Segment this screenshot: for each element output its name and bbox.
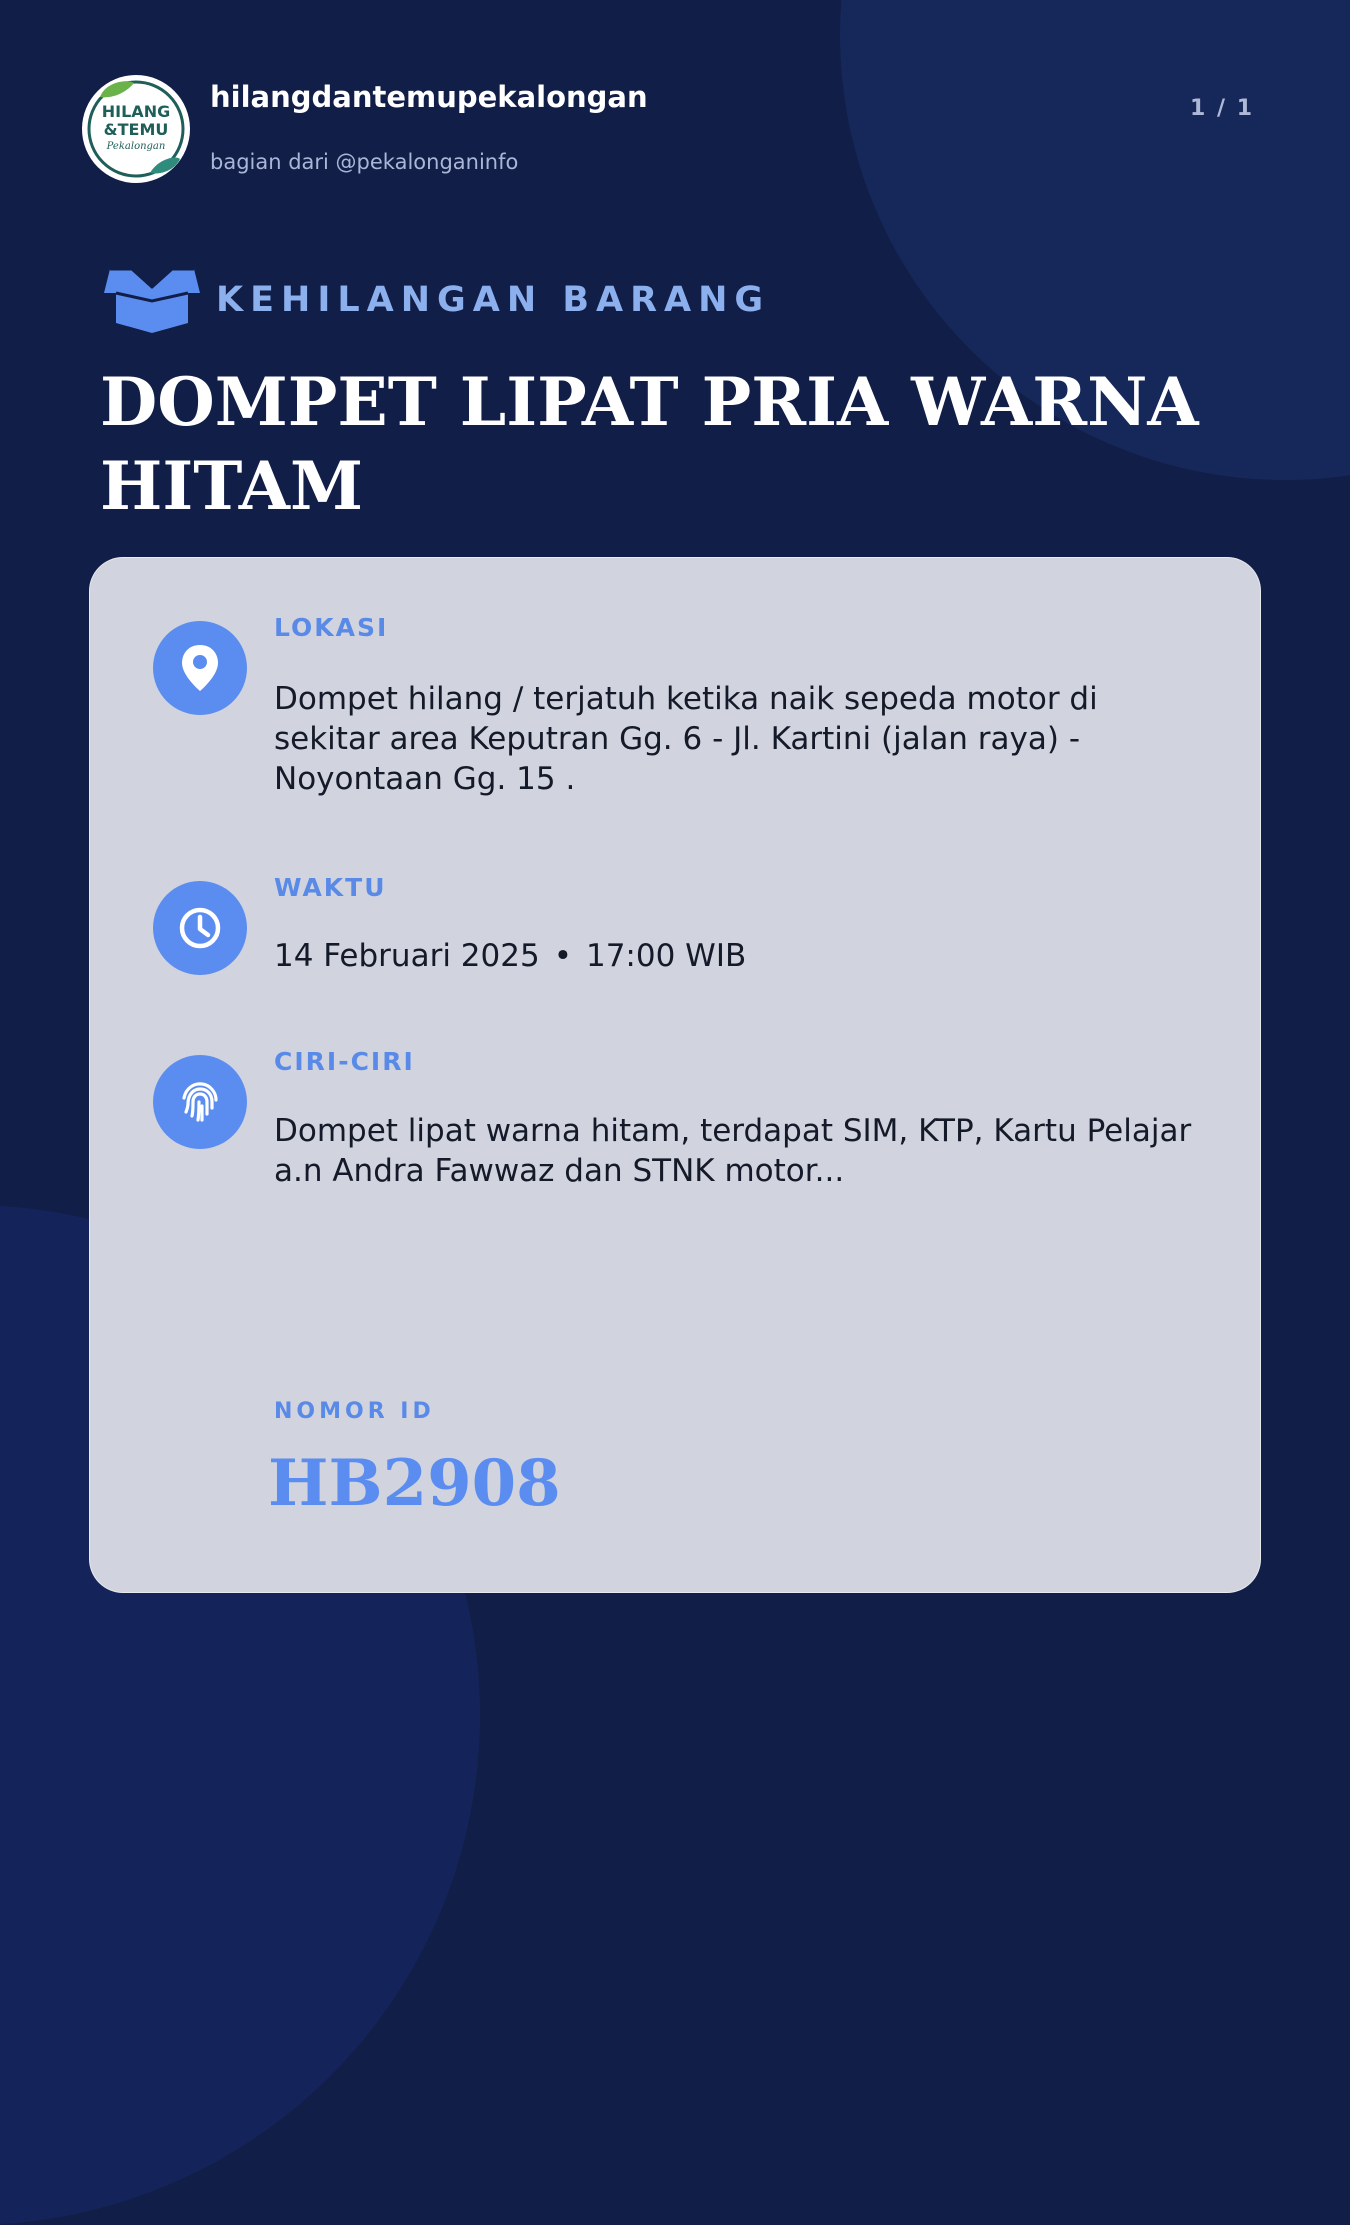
item-title: DOMPET LIPAT PRIA WARNA HITAM	[100, 363, 1199, 525]
logo-line-2: &TEMU	[103, 120, 169, 139]
time-label: WAKTU	[274, 873, 387, 902]
location-value: Dompet hilang / terjatuh ketika naik sepeda motor di sekitar area Keputran Gg. 6 - Jl. Kartini (jalan raya) - Noyontaan Gg. 15 .	[274, 681, 1098, 797]
report-id-label: NOMOR ID	[274, 1399, 435, 1424]
traits-icon-badge	[153, 1055, 247, 1149]
location-icon-badge	[153, 621, 247, 715]
fingerprint-icon	[176, 1078, 224, 1126]
time-date: 14 Februari 2025	[274, 938, 540, 974]
category-badge	[104, 265, 770, 335]
time-icon-badge	[153, 881, 247, 975]
page-counter: 1 / 1	[1190, 96, 1254, 121]
traits-label: CIRI-CIRI	[274, 1047, 415, 1076]
report-id-value: HB2908	[268, 1446, 561, 1521]
clock-icon	[177, 905, 223, 951]
category-label: KEHILANGAN BARANG	[216, 280, 771, 320]
time-separator: •	[553, 938, 572, 974]
map-pin-icon	[180, 643, 220, 693]
leaf-logo-icon	[82, 75, 190, 183]
account-subtitle: bagian dari @pekalonganinfo	[210, 150, 519, 174]
logo-line-1: HILANG	[101, 102, 171, 121]
time-value	[274, 936, 746, 976]
open-box-icon	[104, 265, 200, 335]
location-label: LOKASI	[274, 613, 389, 642]
time-clock: 17:00 WIB	[585, 938, 747, 974]
account-logo[interactable]	[82, 75, 190, 183]
traits-value: Dompet lipat warna hitam, terdapat SIM, KTP, Kartu Pelajar a.n Andra Fawwaz dan STNK motor...	[274, 1113, 1192, 1189]
account-name[interactable]: hilangdantemupekalongan	[210, 80, 648, 114]
details-card	[89, 557, 1261, 1593]
logo-line-3: Pekalongan	[106, 141, 166, 152]
